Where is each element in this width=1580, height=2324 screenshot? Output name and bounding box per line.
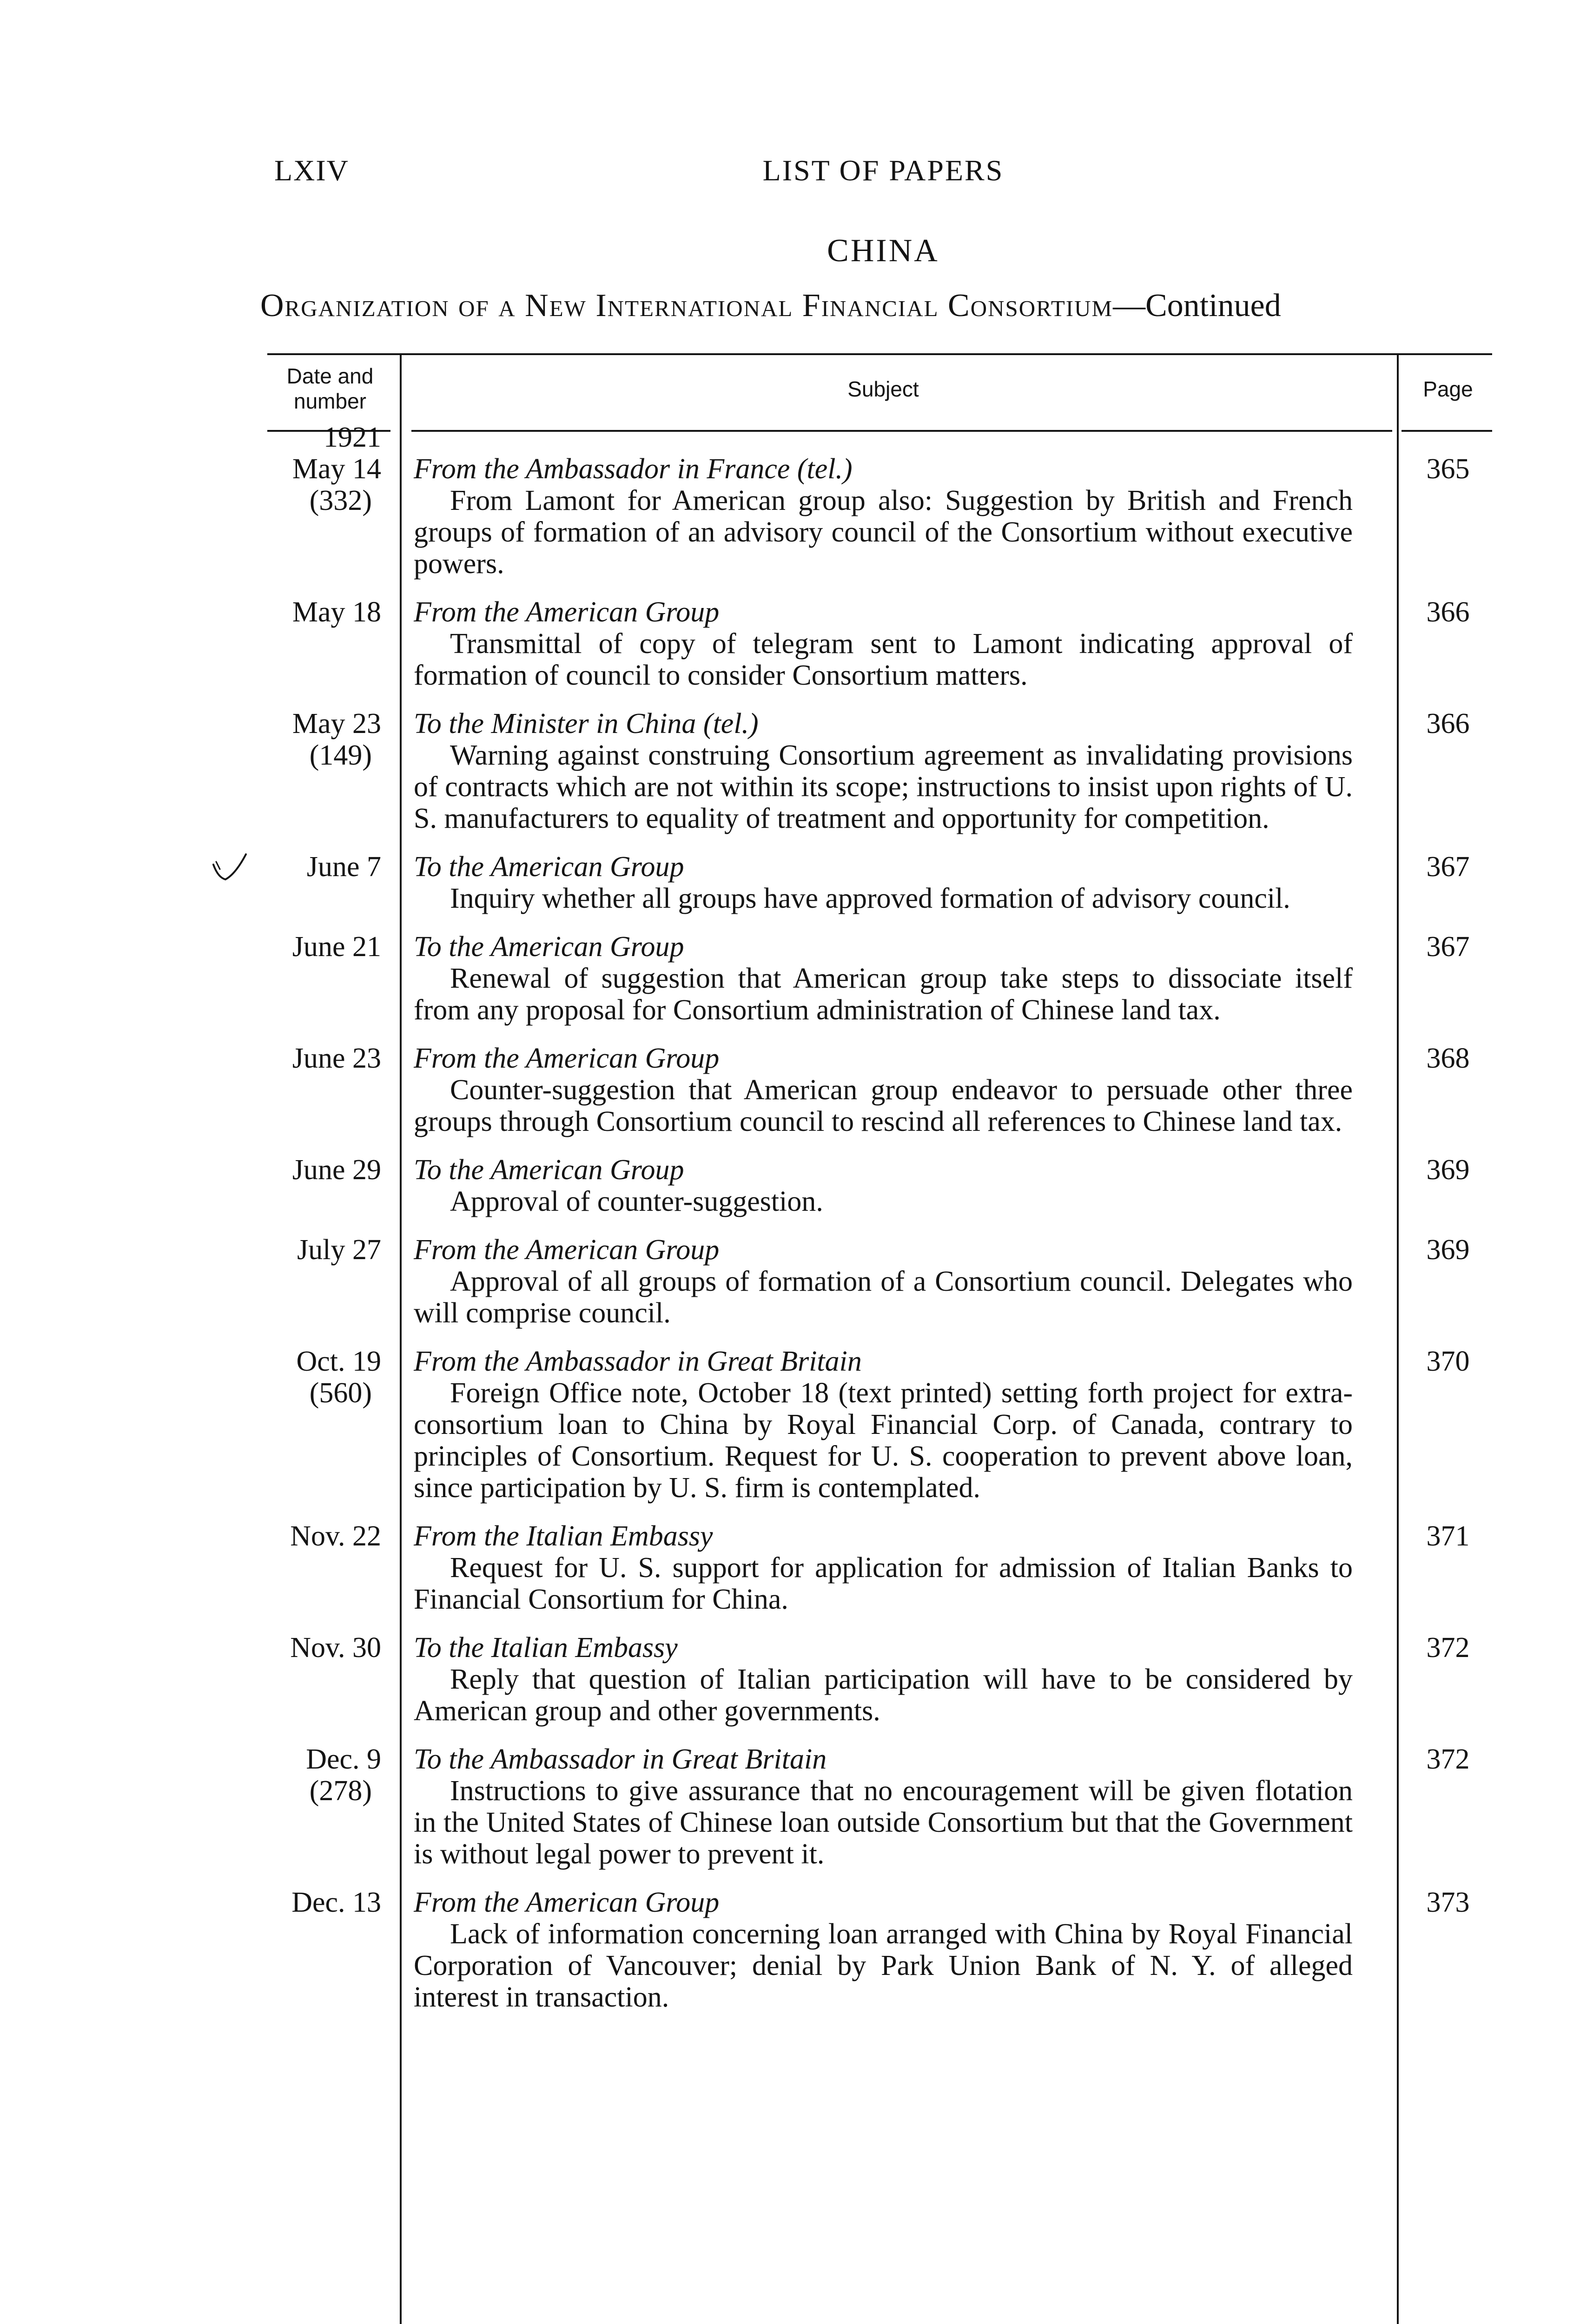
row-subject-cell xyxy=(414,453,1353,580)
table-row xyxy=(267,1234,1492,1329)
row-subject-cell xyxy=(414,1154,1353,1217)
row-description: Transmittal of copy of telegram sent to Lamont indicating approval of formation of council to consider Consortium matters. xyxy=(414,628,1353,691)
row-date-cell xyxy=(267,1743,381,1807)
row-description: Inquiry whether all groups have approved formation of advisory council. xyxy=(450,883,1290,914)
row-correspondent: From the Ambassador in Great Britain xyxy=(414,1346,862,1377)
row-correspondent: To the Ambassador in Great Britain xyxy=(414,1743,827,1775)
row-date: May 18 xyxy=(292,596,381,628)
page-folio: LXIV xyxy=(274,154,349,187)
column-header-page: Page xyxy=(1423,377,1473,401)
row-date: Dec. 9 xyxy=(306,1743,381,1775)
row-subject-cell xyxy=(414,596,1353,691)
row-correspondent: From the American Group xyxy=(414,1043,720,1074)
table-row xyxy=(267,708,1492,834)
row-date-cell xyxy=(267,1887,381,1918)
row-page-number: 369 xyxy=(1426,1154,1470,1186)
row-date-cell xyxy=(267,1154,381,1186)
table-row xyxy=(267,1887,1492,2013)
row-page-number: 373 xyxy=(1426,1887,1470,1918)
row-correspondent: To the Italian Embassy xyxy=(414,1632,678,1664)
row-date-cell xyxy=(267,422,381,516)
check-mark-icon xyxy=(212,851,249,883)
row-description: Renewal of suggestion that American group take steps to dissociate itself from any proposal for Consortium administration of Chinese land tax. xyxy=(414,963,1353,1026)
row-page-number: 372 xyxy=(1426,1743,1470,1775)
table-row xyxy=(267,851,1492,914)
table-row xyxy=(267,596,1492,691)
row-date-cell xyxy=(267,1234,381,1266)
row-date-cell xyxy=(267,851,381,883)
row-description: Request for U. S. support for application for admission of Italian Banks to Financial Consortium for China. xyxy=(414,1552,1353,1615)
row-year: 1921 xyxy=(324,422,381,453)
row-number: (149) xyxy=(309,739,372,771)
row-date: May 14 xyxy=(292,453,381,485)
column-header-subject: Subject xyxy=(847,377,919,401)
row-subject-cell xyxy=(414,1234,1353,1329)
row-page-number: 365 xyxy=(1426,453,1470,485)
row-subject-cell xyxy=(414,1887,1353,2013)
row-number: (332) xyxy=(309,485,372,516)
row-subject-cell xyxy=(414,931,1353,1026)
row-date-cell xyxy=(267,1520,381,1552)
header-rule-subject xyxy=(411,430,1392,432)
table-row xyxy=(267,1346,1492,1504)
row-page-number: 368 xyxy=(1426,1043,1470,1074)
row-subject-cell xyxy=(414,1346,1353,1504)
row-page-number: 367 xyxy=(1426,851,1470,883)
row-date: June 23 xyxy=(292,1043,381,1074)
row-date: Nov. 22 xyxy=(290,1520,381,1552)
row-description: Warning against construing Consortium agreement as invalidating provisions of contracts which are not within its scope; instructions to insist upon rights of U. S. manufacturers to equality of treatment and opportunity for competition. xyxy=(414,739,1353,834)
row-subject-cell xyxy=(414,708,1353,834)
row-correspondent: From the Italian Embassy xyxy=(414,1520,713,1552)
table-body xyxy=(267,422,1492,2013)
table-row xyxy=(267,931,1492,1026)
row-date-cell xyxy=(267,931,381,963)
row-page-number: 370 xyxy=(1426,1346,1470,1377)
row-date-cell xyxy=(267,1632,381,1664)
section-heading xyxy=(260,287,1492,324)
row-page-number: 366 xyxy=(1426,708,1470,739)
section-continued: —Continued xyxy=(1113,288,1281,324)
row-correspondent: From the American Group xyxy=(414,596,720,628)
row-correspondent: From the American Group xyxy=(414,1887,720,1918)
table-row xyxy=(267,1743,1492,1870)
running-title: LIST OF PAPERS xyxy=(762,154,1004,187)
row-description: From Lamont for American group also: Suggestion by British and French groups of formation of an advisory council of the Consortium without executive powers. xyxy=(414,485,1353,580)
row-number: (560) xyxy=(309,1377,372,1409)
row-date: July 27 xyxy=(297,1234,381,1266)
row-correspondent: To the American Group xyxy=(414,1154,684,1186)
row-date-cell xyxy=(267,1043,381,1074)
row-date-cell xyxy=(267,708,381,771)
header-rule-page xyxy=(1402,430,1492,432)
row-page-number: 371 xyxy=(1426,1520,1470,1552)
row-date: Oct. 19 xyxy=(296,1346,381,1377)
country-heading: CHINA xyxy=(827,233,939,269)
section-title: Organization of a New International Financial Consortium xyxy=(260,288,1113,324)
row-page-number: 369 xyxy=(1426,1234,1470,1266)
table-row xyxy=(267,422,1492,580)
row-subject-cell xyxy=(414,851,1353,914)
row-page-number: 366 xyxy=(1426,596,1470,628)
row-description: Reply that question of Italian participation will have to be considered by American group and other governments. xyxy=(414,1664,1353,1727)
row-correspondent: To the American Group xyxy=(414,931,684,963)
row-date-cell xyxy=(267,596,381,628)
row-number: (278) xyxy=(309,1775,372,1807)
row-subject-cell xyxy=(414,1632,1353,1727)
row-subject-cell xyxy=(414,1043,1353,1137)
row-correspondent: To the Minister in China (tel.) xyxy=(414,708,759,739)
row-correspondent: From the American Group xyxy=(414,1234,720,1266)
row-page-number: 372 xyxy=(1426,1632,1470,1664)
column-header-date: Date and number xyxy=(286,364,374,413)
row-description: Approval of counter-suggestion. xyxy=(450,1186,823,1217)
row-description: Approval of all groups of formation of a Consortium council. Delegates who will comprise council. xyxy=(414,1266,1353,1329)
row-page-number: 367 xyxy=(1426,931,1470,963)
row-description: Instructions to give assurance that no encouragement will be given flotation in the United States of Chinese loan outside Consortium but that the Government is without legal power to prevent it. xyxy=(414,1775,1353,1870)
table-top-rule xyxy=(267,353,1492,355)
row-correspondent: To the American Group xyxy=(414,851,684,883)
table-row xyxy=(267,1520,1492,1615)
table-row xyxy=(267,1632,1492,1727)
row-date: May 23 xyxy=(292,708,381,739)
running-head xyxy=(274,153,1492,195)
table-row xyxy=(267,1154,1492,1217)
row-date: Nov. 30 xyxy=(290,1632,381,1664)
row-date: June 21 xyxy=(292,931,381,963)
row-description: Lack of information concerning loan arranged with China by Royal Financial Corporation of Vancouver; denial by Park Union Bank of N. Y. of alleged interest in transaction. xyxy=(414,1918,1353,2013)
row-description: Foreign Office note, October 18 (text printed) setting forth project for extra-consortium loan to China by Royal Financial Corp. of Canada, contrary to principles of Consortium. Request for U. S. cooperation to prevent above loan, since participation by U. S. firm is contemplated. xyxy=(414,1377,1353,1504)
row-date: June 29 xyxy=(292,1154,381,1186)
row-description: Counter-suggestion that American group endeavor to persuade other three groups through Consortium council to rescind all references to Chinese land tax. xyxy=(414,1074,1353,1137)
row-correspondent: From the Ambassador in France (tel.) xyxy=(414,453,853,485)
row-date: June 7 xyxy=(306,851,381,883)
row-subject-cell xyxy=(414,1520,1353,1615)
row-date-cell xyxy=(267,1346,381,1409)
table-row xyxy=(267,1043,1492,1137)
row-date: Dec. 13 xyxy=(291,1887,381,1918)
row-subject-cell xyxy=(414,1743,1353,1870)
